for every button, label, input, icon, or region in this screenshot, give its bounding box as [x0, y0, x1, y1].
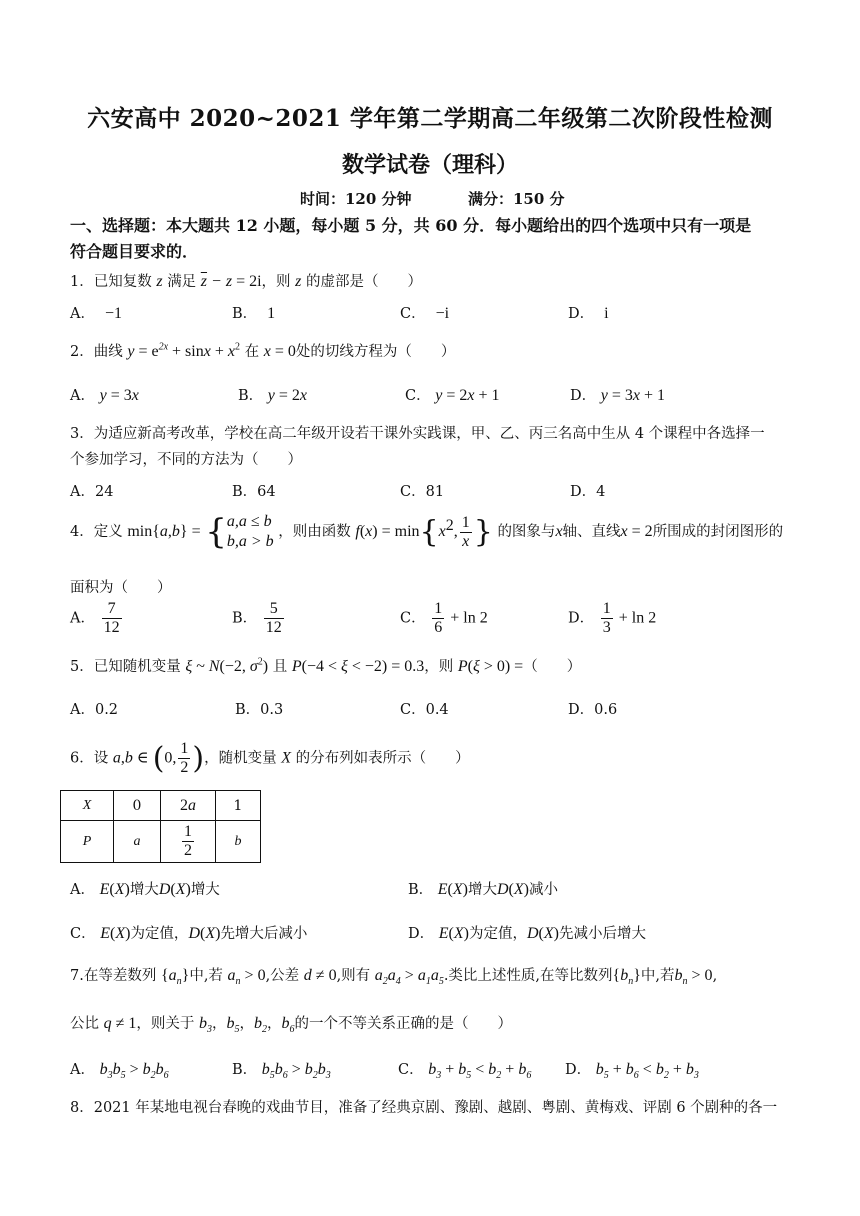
question-1: 1．已知复数 z 满足 $\overline{z} - z = 2i$，则 z 的虚部是（ ）	[70, 273, 422, 290]
table-cell: X	[61, 791, 114, 821]
section-heading-line1: 一、选择题：本大题共 12 小题，每小题 5 分，共 60 分．每小题给出的四个选项中只有一项是	[70, 216, 752, 235]
q4-option-d[interactable]: D． $\frac{1}{3}$ + ln 2	[568, 600, 657, 636]
q1-option-b[interactable]: B． 1	[232, 305, 276, 322]
question-5: 5．已知随机变量 ξ ~ N(−2, $\sigma^2$) 且 P(−4 < ξ < −2) = 0.3，则 P(ξ > 0) =（ ）	[70, 656, 582, 675]
distribution-table	[60, 790, 261, 863]
q7-option-c[interactable]: C． $b_3 + b_5 < b_2 + b_6$	[398, 1061, 532, 1082]
q2-option-b[interactable]: B． y = 2x	[238, 387, 308, 404]
table-cell: P	[61, 821, 114, 863]
q2-option-a[interactable]: A． y = 3x	[70, 387, 139, 404]
exam-time: 时间：120 分钟	[300, 190, 412, 208]
exam-full-score: 满分：150 分	[468, 190, 565, 208]
section-heading-line2: 符合题目要求的．	[70, 242, 199, 261]
exam-title: 六安高中 2020~2021 学年第二学期高二年级第二次阶段性检测	[87, 105, 773, 132]
question-4: 4．定义 min{a,b} = {a,a ≤ b b,a > b ，则由函数 $f(x) = \min\{x^2$, $\frac{1}{x}$ } 的图象与x轴、直线x = 2所围成的封闭图形的	[70, 512, 784, 552]
q4-option-a[interactable]: A． $\frac{7}{12}$	[70, 600, 120, 636]
question-7: 7.在等差数列 $\{a_n\}$中,若 $a_n > 0$,公差 d ≠ 0,则有 $a_2a_4 > a_1a_5$.类比上述性质,在等比数列$\{b_n\}$中,若$b_n > 0$,	[70, 967, 718, 988]
q3-option-d[interactable]: D．4	[570, 484, 606, 500]
table-cell: 1	[216, 791, 261, 821]
table-cell: a	[114, 821, 161, 863]
exam-subtitle: 数学试卷（理科）	[341, 152, 518, 178]
q7-option-a[interactable]: A． $b_3b_5 > b_2b_6$	[70, 1061, 169, 1082]
q5-option-d[interactable]: D．0.6	[568, 702, 618, 718]
q6-option-a[interactable]: A． E(X)增大D(X)增大	[70, 881, 220, 898]
question-2: 2．曲线 $y = e^{2x} + \sin x + x^2$ 在 x = 0处的切线方程为（ ）	[70, 341, 456, 360]
table-cell: 2a	[161, 791, 216, 821]
question-4-line2: 面积为（ ）	[70, 580, 172, 596]
q3-option-a[interactable]: A．24	[70, 484, 114, 500]
q2-option-c[interactable]: C． y = 2x + 1	[405, 387, 500, 404]
q6-option-b[interactable]: B． E(X)增大D(X)减小	[408, 881, 558, 898]
q6-option-d[interactable]: D． E(X)为定值，D(X)先减小后增大	[408, 925, 646, 942]
question-3-line1: 3．为适应新高考改革，学校在高二年级开设若干课外实践课，甲、乙、丙三名高中生从 4 个课程中各选择一	[70, 426, 765, 442]
q4-option-b[interactable]: B． $\frac{5}{12}$	[232, 600, 282, 636]
q7-option-b[interactable]: B． $b_5b_6 > b_2b_3$	[232, 1061, 331, 1082]
table-cell: b	[216, 821, 261, 863]
q7-option-d[interactable]: D． $b_5 + b_6 < b_2 + b_3$	[565, 1061, 699, 1082]
q1-option-a[interactable]: A． −1	[70, 305, 123, 322]
question-8-line1: 8．2021 年某地电视台春晚的戏曲节目，准备了经典京剧、豫剧、越剧、粤剧、黄梅戏、评剧 6 个剧种的各一	[70, 1100, 778, 1116]
q6-option-c[interactable]: C． E(X)为定值，D(X)先增大后减小	[70, 925, 308, 942]
q4-option-c[interactable]: C． $\frac{1}{6}$ + ln 2	[400, 600, 488, 636]
q5-option-b[interactable]: B．0.3	[235, 702, 284, 718]
q3-option-c[interactable]: C．81	[400, 484, 445, 500]
q5-option-c[interactable]: C．0.4	[400, 702, 449, 718]
question-6: 6．设 a,b ∈ (0, $\frac{1}{2}$ )，随机变量 X 的分布列如表所示（ ）	[70, 740, 470, 776]
table-cell: $\frac{1}{2}$	[161, 821, 216, 863]
q2-option-d[interactable]: D． y = 3x + 1	[570, 387, 666, 404]
question-7-line2: 公比 q ≠ 1，则关于 $b_3$，$b_5$，$b_2$，$b_6$的一个不等关系正确的是（ ）	[70, 1015, 512, 1036]
q5-option-a[interactable]: A．0.2	[70, 702, 119, 718]
q1-option-c[interactable]: C． −i	[400, 305, 450, 322]
table-cell: 0	[114, 791, 161, 821]
q3-option-b[interactable]: B．64	[232, 484, 276, 500]
q1-option-d[interactable]: D． i	[568, 305, 609, 322]
question-3-line2: 个参加学习，不同的方法为（ ）	[70, 452, 302, 468]
